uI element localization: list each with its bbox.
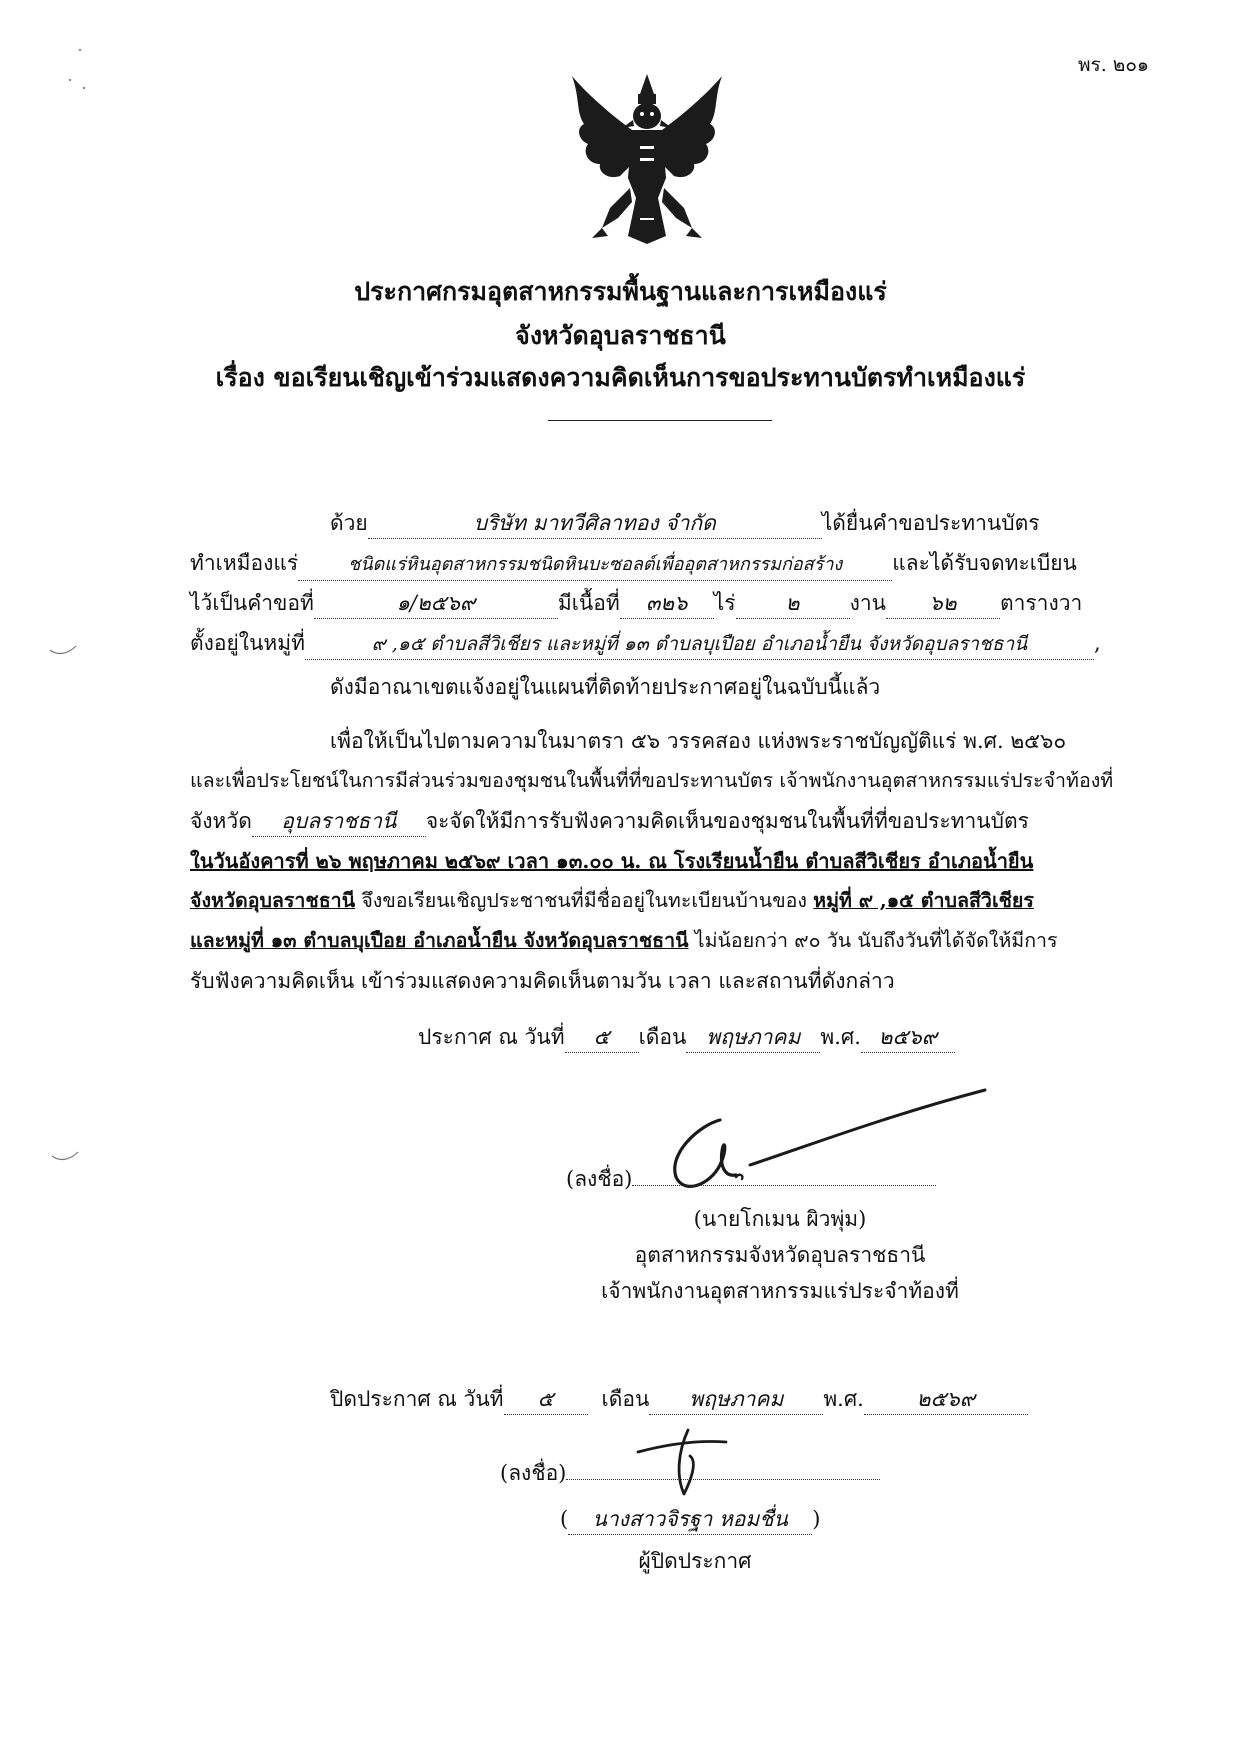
- signature-blank: [632, 1185, 936, 1186]
- label-year: พ.ศ.: [823, 1387, 864, 1411]
- label-request-no: ไว้เป็นคำขอที่: [190, 591, 314, 615]
- location-detail: ๙ ,๑๕ ตำบลสีวิเชียร และหมู่ที่ ๑๓ ตำบลบุเปือย อำเภอน้ำยืน จังหวัดอุบลราชธานี: [305, 629, 1094, 660]
- director-position: อุตสาหกรรมจังหวัดอุบลราชธานี: [634, 1243, 926, 1267]
- announce-month: พฤษภาคม: [686, 1022, 820, 1053]
- poster-signature-blank: [566, 1479, 880, 1480]
- garuda-emblem: [562, 68, 732, 248]
- label-announced: ประกาศ ณ วันที่: [418, 1025, 565, 1049]
- document-subject: เรื่อง ขอเรียนเชิญเข้าร่วมแสดงความคิดเห็นการขอประทานบัตรทำเหมืองแร่: [215, 363, 1026, 392]
- para1-line4: [190, 628, 1101, 660]
- label-area: มีเนื้อที่: [557, 591, 620, 615]
- document-subtitle-province: จังหวัดอุบลราชธานี: [515, 321, 726, 350]
- paren-close: ): [812, 1507, 821, 1531]
- posting-date-line: [330, 1384, 1028, 1415]
- area-ngan: ๒: [736, 588, 850, 619]
- poster-name: นางสาวจิรฐา หอมชื่น: [568, 1504, 812, 1535]
- para2-line7: รับฟังความคิดเห็น เข้าร่วมแสดงความคิดเห็นตามวัน เวลา และสถานที่ดังกล่าว: [190, 969, 895, 993]
- invitation-text: จึงขอเรียนเชิญประชาชนที่มีชื่ออยู่ในทะเบียนบ้านของ: [355, 889, 814, 912]
- para1-line1: [330, 508, 1040, 539]
- request-number: ๑/๒๕๖๙: [314, 588, 558, 619]
- posting-day: ๕: [504, 1384, 588, 1415]
- label-signed: (ลงชื่อ): [500, 1461, 567, 1485]
- province-underlined: จังหวัดอุบลราชธานี: [190, 889, 356, 912]
- company-name: บริษัท มาทวีศิลาทอง จำกัด: [368, 508, 822, 539]
- para2-line6: [190, 926, 1058, 956]
- area-wa: ๖๒: [886, 588, 1000, 619]
- director-sign-line: [566, 1164, 936, 1194]
- poster-name-line: [560, 1504, 820, 1535]
- label-square-wa: ตารางวา: [999, 591, 1083, 615]
- director-name: (นายโกเมน ผิวพุ่ม): [693, 1207, 867, 1231]
- label-signed: (ลงชื่อ): [566, 1167, 633, 1191]
- label-province: จังหวัด: [190, 809, 252, 833]
- poster-sign-line: [500, 1458, 880, 1488]
- residency-condition: ไม่น้อยกว่า ๙๐ วัน นับถึงวันที่ได้จัดให้มีการ: [688, 929, 1058, 952]
- announce-day: ๕: [565, 1022, 639, 1053]
- province-name: อุบลราชธานี: [252, 806, 426, 837]
- label-ngan: งาน: [849, 591, 886, 615]
- para1-line2: [190, 548, 1077, 581]
- para2-line2: และเพื่อประโยชน์ในการมีส่วนร่วมของชุมชนในพื้นที่ที่ขอประทานบัตร เจ้าพนักงานอุตสาหกรรมแร่ประจำท้องที่: [190, 769, 1114, 792]
- label-located: ตั้งอยู่ในหมู่ที่: [190, 631, 305, 655]
- label-by: ด้วย: [330, 511, 368, 535]
- para2-line5: [190, 886, 1034, 916]
- document-title: ประกาศกรมอุตสาหกรรมพื้นฐานและการเหมืองแร่: [354, 277, 887, 306]
- posting-month: พฤษภาคม: [649, 1384, 823, 1415]
- village-district-underlined: และหมู่ที่ ๑๓ ตำบลบุเปือย อำเภอน้ำยืน จังหวัดอุบลราชธานี: [190, 929, 689, 952]
- para2-line1: เพื่อให้เป็นไปตามความในมาตรา ๕๖ วรรคสอง แห่งพระราชบัญญัติแร่ พ.ศ. ๒๕๖๐: [330, 729, 1067, 753]
- poster-role: ผู้ปิดประกาศ: [638, 1549, 752, 1573]
- announce-date-line: [418, 1022, 955, 1053]
- para1-line5: ดังมีอาณาเขตแจ้งอยู่ในแผนที่ติดท้ายประกาศอยู่ในฉบับนี้แล้ว: [330, 675, 881, 699]
- mineral-type: ชนิดแร่หินอุตสาหกรรมชนิดหินบะซอลต์เพื่ออุตสาหกรรมก่อสร้าง: [298, 550, 892, 581]
- announce-year: ๒๕๖๙: [861, 1022, 955, 1053]
- scan-edge-marks: [40, 40, 100, 1200]
- title-divider: [548, 420, 772, 421]
- label-month: เดือน: [601, 1387, 650, 1411]
- label-year: พ.ศ.: [820, 1025, 861, 1049]
- label-rai: ไร่: [713, 591, 736, 615]
- label-month: เดือน: [638, 1025, 687, 1049]
- paren-open: (: [560, 1507, 569, 1531]
- officer-position: เจ้าพนักงานอุตสาหกรรมแร่ประจำท้องที่: [601, 1279, 959, 1303]
- villages-underlined: หมู่ที่ ๙ ,๑๕ ตำบลสีวิเชียร: [813, 889, 1034, 912]
- area-rai: ๓๒๖: [620, 588, 714, 619]
- hearing-text: จะจัดให้มีการรับฟังความคิดเห็นของชุมชนในพื้นที่ที่ขอประทานบัตร: [425, 809, 1029, 833]
- posting-year: ๒๕๖๙: [864, 1384, 1028, 1415]
- label-mining: ทำเหมืองแร่: [190, 551, 299, 575]
- para1-line3: [190, 588, 1082, 619]
- para2-line3: [190, 806, 1029, 837]
- form-number: พร. ๒๐๑: [1078, 54, 1149, 76]
- hearing-date-place: ในวันอังคารที่ ๒๖ พฤษภาคม ๒๕๖๙ เวลา ๑๓.๐๐ น. ณ โรงเรียนน้ำยืน ตำบลสีวิเชียร อำเภอน้ำยืน: [190, 849, 1034, 873]
- label-posted: ปิดประกาศ ณ วันที่: [330, 1387, 504, 1411]
- label-registered: และได้รับจดทะเบียน: [892, 551, 1077, 575]
- label-submitted: ได้ยื่นคำขอประทานบัตร: [821, 511, 1040, 535]
- comma: ,: [1093, 631, 1101, 655]
